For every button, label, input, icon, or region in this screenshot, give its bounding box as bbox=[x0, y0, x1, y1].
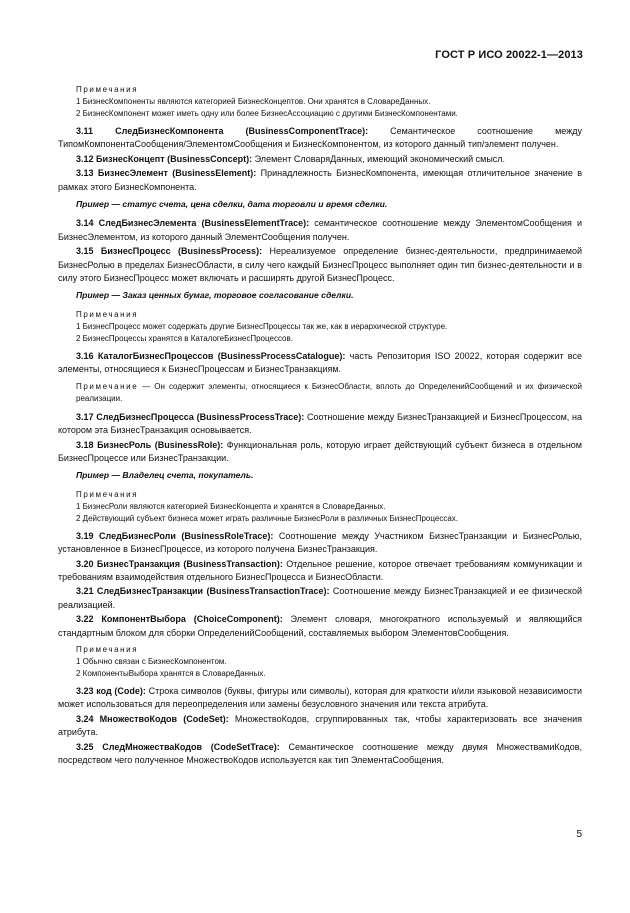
definition-text: Семантическое соотношение между ТипомКомпонентаСообщения/ЭлементомСообщения и БизнесКомпонентом, из которого данный тип/элемент получен. bbox=[58, 126, 582, 150]
note-item: 2 БизнесПроцессы хранятся в КаталогеБизнесПроцессов. bbox=[76, 333, 293, 343]
notes-heading: Примечания bbox=[76, 644, 139, 654]
definition-paragraph bbox=[58, 558, 582, 585]
note-item: 1 БизнесРоли являются категорией БизнесКонцепта и хранятся в СловареДанных. bbox=[76, 501, 386, 511]
document-header: ГОСТ Р ИСО 20022-1—2013 bbox=[435, 49, 583, 61]
term-heading: 3.21 СледБизнесТранзакции (BusinessTransactionTrace): bbox=[76, 586, 330, 597]
term-heading: 3.15 БизнесПроцесс (BusinessProcess): bbox=[76, 246, 263, 257]
definition-paragraph bbox=[58, 685, 582, 712]
inline-note bbox=[58, 381, 582, 405]
definition-text: Функциональная роль, которую играет действующий субъект бизнеса в отдельном БизнесПроцессе или БизнесТранзакции. bbox=[58, 439, 582, 463]
definition-text: часть Репозитория ISO 20022, которая содержит все элементы, относящиеся к БизнесПроцессам и БизнесТранзакциям. bbox=[58, 350, 582, 375]
definition-text: Соотношение между Участником БизнесТранзакции и БизнесРолью, установленное в БизнесПроцессе, из которого получена БизнесТранзакция. bbox=[58, 530, 582, 555]
definition-paragraph bbox=[58, 217, 582, 244]
definition-paragraph bbox=[58, 411, 582, 438]
term-heading: 3.22 КомпонентВыбора (ChoiceComponent): bbox=[76, 614, 283, 625]
definition-paragraph bbox=[58, 530, 582, 557]
page-number: 5 bbox=[576, 829, 582, 840]
term-heading: 3.12 БизнесКонцепт (BusinessConcept): bbox=[76, 153, 253, 164]
definition-paragraph bbox=[58, 153, 582, 166]
note-item: 2 Действующий субъект бизнеса может играть различные БизнесРоли в различных БизнесПроцессах. bbox=[76, 513, 458, 523]
notes-heading: Примечания bbox=[76, 85, 139, 94]
term-heading: 3.19 СледБизнесРоли (BusinessRoleTrace): bbox=[76, 530, 274, 541]
definition-text: Семантическое соотношение между двумя МножествамиКодов, посредством чего полученное МножествоКодов используется как тип ЭлементаСообщения. bbox=[58, 741, 582, 765]
definition-text: семантическое соотношение между ЭлементомСообщения и БизнесЭлементом, из которого данный ЭлементСообщения получен. bbox=[58, 218, 582, 242]
term-heading: 3.14 СледБизнесЭлемента (BusinessElementTrace): bbox=[76, 218, 310, 229]
term-heading: 3.24 МножествоКодов (CodeSet): bbox=[76, 713, 229, 724]
term-heading: 3.18 БизнесРоль (BusinessRole): bbox=[76, 439, 224, 450]
definition-text: Элемент словаря, многократного используемый и являющийся стандартным блоком для сборки ОпределенийСообщений, составляемых выбором ЭлементовСообщения. bbox=[58, 614, 582, 638]
definition-paragraph bbox=[58, 245, 582, 285]
term-heading: 3.23 код (Code): bbox=[76, 685, 146, 696]
example-line: Пример — статус счета, цена сделки, дата торговли и время сделки. bbox=[76, 199, 388, 210]
term-heading: 3.20 БизнесТранзакция (BusinessTransaction): bbox=[76, 558, 283, 569]
definition-text: Соотношение между БизнесТранзакцией и БизнесПроцессом, на котором эта БизнесТранзакция основывается. bbox=[58, 411, 582, 436]
definition-paragraph bbox=[58, 167, 582, 194]
term-heading: 3.11 СледБизнесКомпонента (BusinessComponentTrace): bbox=[76, 126, 369, 136]
notes-heading: Примечания bbox=[76, 489, 139, 499]
note-item: 2 КомпонентыВыбора хранятся в СловареДанных. bbox=[76, 668, 266, 678]
term-heading: 3.13 БизнесЭлемент (BusinessElement): bbox=[76, 168, 257, 179]
definition-text: Принадлежность БизнесКомпонента, имеющая отличительное значение в рамках этого БизнесКомпонента. bbox=[58, 168, 582, 192]
definition-text: Отдельное решение, которое отвечает требованиям коммуникации и требованиям взаимодействия отдельного БизнесПроцесса и БизнесОбласти. bbox=[58, 558, 582, 582]
definition-paragraph bbox=[58, 741, 582, 768]
note-text: — Он содержит элементы, относящиеся к БизнесОбласти, вплоть до ОпределенийСообщений и их физической реализации. bbox=[76, 381, 582, 403]
definition-paragraph bbox=[58, 125, 582, 152]
document-body bbox=[58, 80, 582, 768]
note-item: 1 БизнесПроцесс может содержать другие БизнесПроцессы так же, как в иерархической структуре. bbox=[76, 321, 448, 331]
definition-text: Нереализуемое определение бизнес-деятельности, предпринимаемой БизнесРолью в пределах БизнесОбласти, в силу чего каждый БизнесПроцесс выполняет один тип бизнес-деятельности и в силу этого БизнесПроцесс может включать и расширять другой БизнесПроцесс. bbox=[58, 246, 582, 284]
definition-text: Соотношение между БизнесТранзакцией и ее физической реализацией. bbox=[58, 586, 582, 610]
definition-paragraph bbox=[58, 585, 582, 612]
definition-paragraph bbox=[58, 439, 582, 466]
term-heading: 3.16 КаталогБизнесПроцессов (BusinessProcessCatalogue): bbox=[76, 350, 346, 361]
definition-text: МножествоКодов, сгруппированных так, чтобы характеризовать все значения атрибута. bbox=[58, 713, 582, 738]
definition-text: Элемент СловаряДанных, имеющий экономический смысл. bbox=[252, 153, 506, 164]
term-heading: 3.17 СледБизнесПроцесса (BusinessProcessTrace): bbox=[76, 411, 305, 422]
example-line: Пример — Заказ ценных бумаг, торговое согласование сделки. bbox=[76, 290, 354, 301]
notes-heading: Примечания bbox=[76, 309, 139, 319]
definition-text: Строка символов (буквы, фигуры или символы), которая для краткости и/или языковой независимости может использоваться для переопределения или замены безусловного значения или текста атрибута. bbox=[58, 685, 582, 710]
example-line: Пример — Владелец счета, покупатель. bbox=[76, 470, 254, 481]
definition-paragraph bbox=[58, 713, 582, 740]
note-item: 1 Обычно связан с БизнесКомпонентом. bbox=[76, 656, 227, 666]
definition-paragraph bbox=[58, 350, 582, 377]
term-heading: 3.25 СледМножестваКодов (CodeSetTrace): bbox=[76, 741, 280, 752]
note-label: Примечание bbox=[76, 381, 139, 391]
note-item: 1 БизнесКомпоненты являются категорией БизнесКонцептов. Они хранятся в СловареДанных. bbox=[76, 97, 431, 106]
note-item: 2 БизнесКомпонент может иметь одну или более БизнесАссоциацию с другими БизнесКомпонентами. bbox=[76, 109, 458, 118]
definition-paragraph bbox=[58, 613, 582, 640]
